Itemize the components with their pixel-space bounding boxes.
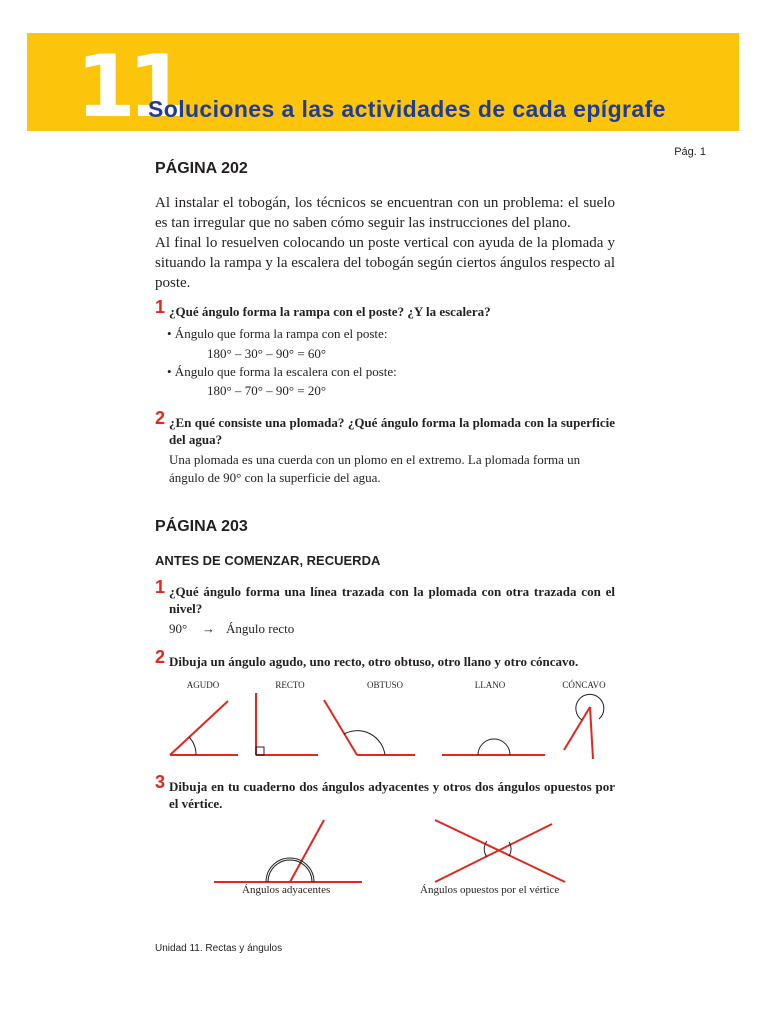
label-obtuso: OBTUSO xyxy=(366,680,403,690)
answer-calc-2: 180° – 70° – 90° = 20° xyxy=(207,383,327,398)
answer-bullet-1: • Ángulo que forma la rampa con el poste: xyxy=(167,326,388,341)
question-text: ¿Qué ángulo forma la rampa con el poste? ¿Y la escalera? xyxy=(169,304,491,319)
question-text: ¿Qué ángulo forma una línea trazada con la plomada con otra trazada con el nivel? xyxy=(169,584,615,616)
subsection-heading: ANTES DE COMENZAR, RECUERDA xyxy=(155,553,381,568)
chapter-number: 11 xyxy=(76,37,180,137)
caption-adyacentes: Ángulos adyacentes xyxy=(242,884,331,896)
question-text: Dibuja un ángulo agudo, uno recto, otro obtuso, otro llano y otro cóncavo. xyxy=(169,654,579,669)
answer-calc-1: 180° – 30° – 90° = 60° xyxy=(207,346,327,361)
question-203-3 xyxy=(155,772,615,812)
question-number: 1 xyxy=(155,297,166,317)
intro-paragraph-2: Al final lo resuelven colocando un poste vertical con ayuda de la plomada y situando la rampa y la escalera del tobogán según ciertos ángulos respecto al poste. xyxy=(155,235,615,291)
recto-square xyxy=(256,747,264,755)
agudo-ray-2 xyxy=(170,701,228,755)
adyacentes-ray xyxy=(290,820,324,882)
answer-bullet-2: • Ángulo que forma la escalera con el poste: xyxy=(167,364,397,379)
question-text: Dibuja en tu cuaderno dos ángulos adyacentes y otros dos ángulos opuestos por el vértice. xyxy=(169,779,615,811)
answer-text: Una plomada es una cuerda con un plomo en el extremo. La plomada forma un ángulo de 90° con la superficie del agua. xyxy=(169,452,581,485)
label-concavo: CÓNCAVO xyxy=(562,680,606,690)
adyacentes-arc-outer xyxy=(266,858,314,882)
chapter-title: Soluciones a las actividades de cada epígrafe xyxy=(148,96,666,122)
caption-opuestos: Ángulos opuestos por el vértice xyxy=(420,884,560,896)
llano-arc xyxy=(478,739,510,755)
agudo-arc xyxy=(189,737,196,755)
question-number: 3 xyxy=(155,772,166,792)
answer-text: Ángulo recto xyxy=(226,621,295,636)
question-number: 1 xyxy=(155,577,166,597)
page-label: Pág. 1 xyxy=(674,146,706,158)
arrow-icon: → xyxy=(202,621,215,636)
opuestos-line-2 xyxy=(435,824,552,882)
section-heading-203: PÁGINA 203 xyxy=(155,518,248,535)
footer: Unidad 11. Rectas y ángulos xyxy=(155,943,283,954)
label-agudo: AGUDO xyxy=(186,680,220,690)
question-text: ¿En qué consiste una plomada? ¿Qué ángulo forma la plomada con la superficie del agua? xyxy=(169,415,615,447)
label-recto: RECTO xyxy=(275,680,305,690)
label-llano: LLANO xyxy=(474,680,506,690)
intro-paragraph-1: Al instalar el tobogán, los técnicos se encuentran con un problema: el suelo es tan irregular que no saben cómo seguir las instrucciones del plano. xyxy=(155,195,615,231)
question-number: 2 xyxy=(155,647,166,667)
concavo-ray-2 xyxy=(590,707,593,759)
section-heading-202: PÁGINA 202 xyxy=(155,160,248,177)
answer-value: 90° xyxy=(169,621,188,636)
question-number: 2 xyxy=(155,408,166,428)
obtuso-ray-2 xyxy=(324,700,357,755)
